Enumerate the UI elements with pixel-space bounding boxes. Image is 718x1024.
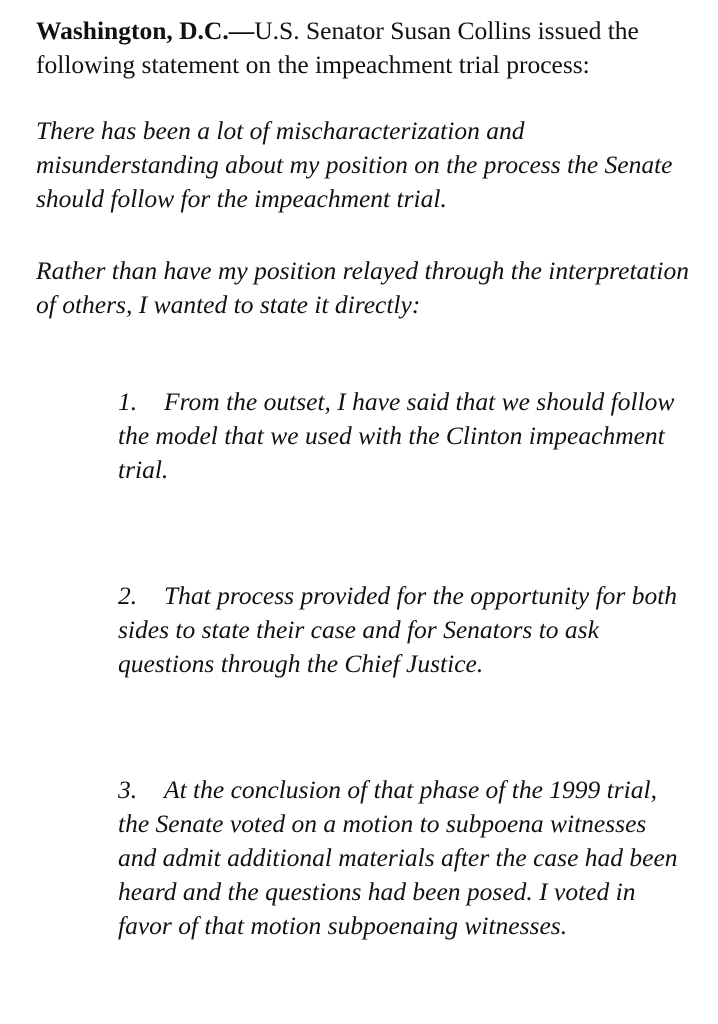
list-item-2 — [118, 579, 688, 681]
list-item-text: That process provided for the opportunity for both sides to state their case and for Senators to ask questions through the Chief Justice. — [118, 581, 678, 678]
list-item-text: At the conclusion of that phase of the 1999 trial, the Senate voted on a motion to subpoena witnesses and admit additional materials after the case had been heard and the questions had been posed. I voted in favor of that motion subpoenaing witnesses. — [118, 775, 678, 940]
dateline-paragraph — [36, 14, 696, 82]
dateline-location: Washington, D.C.— — [36, 16, 255, 45]
list-item-number: 1. — [118, 387, 138, 416]
statement-paragraph-1: There has been a lot of mischaracterization and misunderstanding about my position on the process the Senate should follow for the impeachment trial. — [36, 116, 673, 213]
dateline-text: U.S. Senator Susan Collins issued the following statement on the impeachment trial process: — [36, 16, 639, 79]
list-item-text: From the outset, I have said that we should follow the model that we used with the Clinton impeachment trial. — [118, 387, 675, 484]
list-item-number: 2. — [118, 581, 138, 610]
list-item-3 — [118, 773, 688, 943]
list-item-1 — [118, 385, 688, 487]
statement-paragraph-2: Rather than have my position relayed through the interpretation of others, I wanted to state it directly: — [36, 256, 689, 319]
list-item-number: 3. — [118, 775, 138, 804]
